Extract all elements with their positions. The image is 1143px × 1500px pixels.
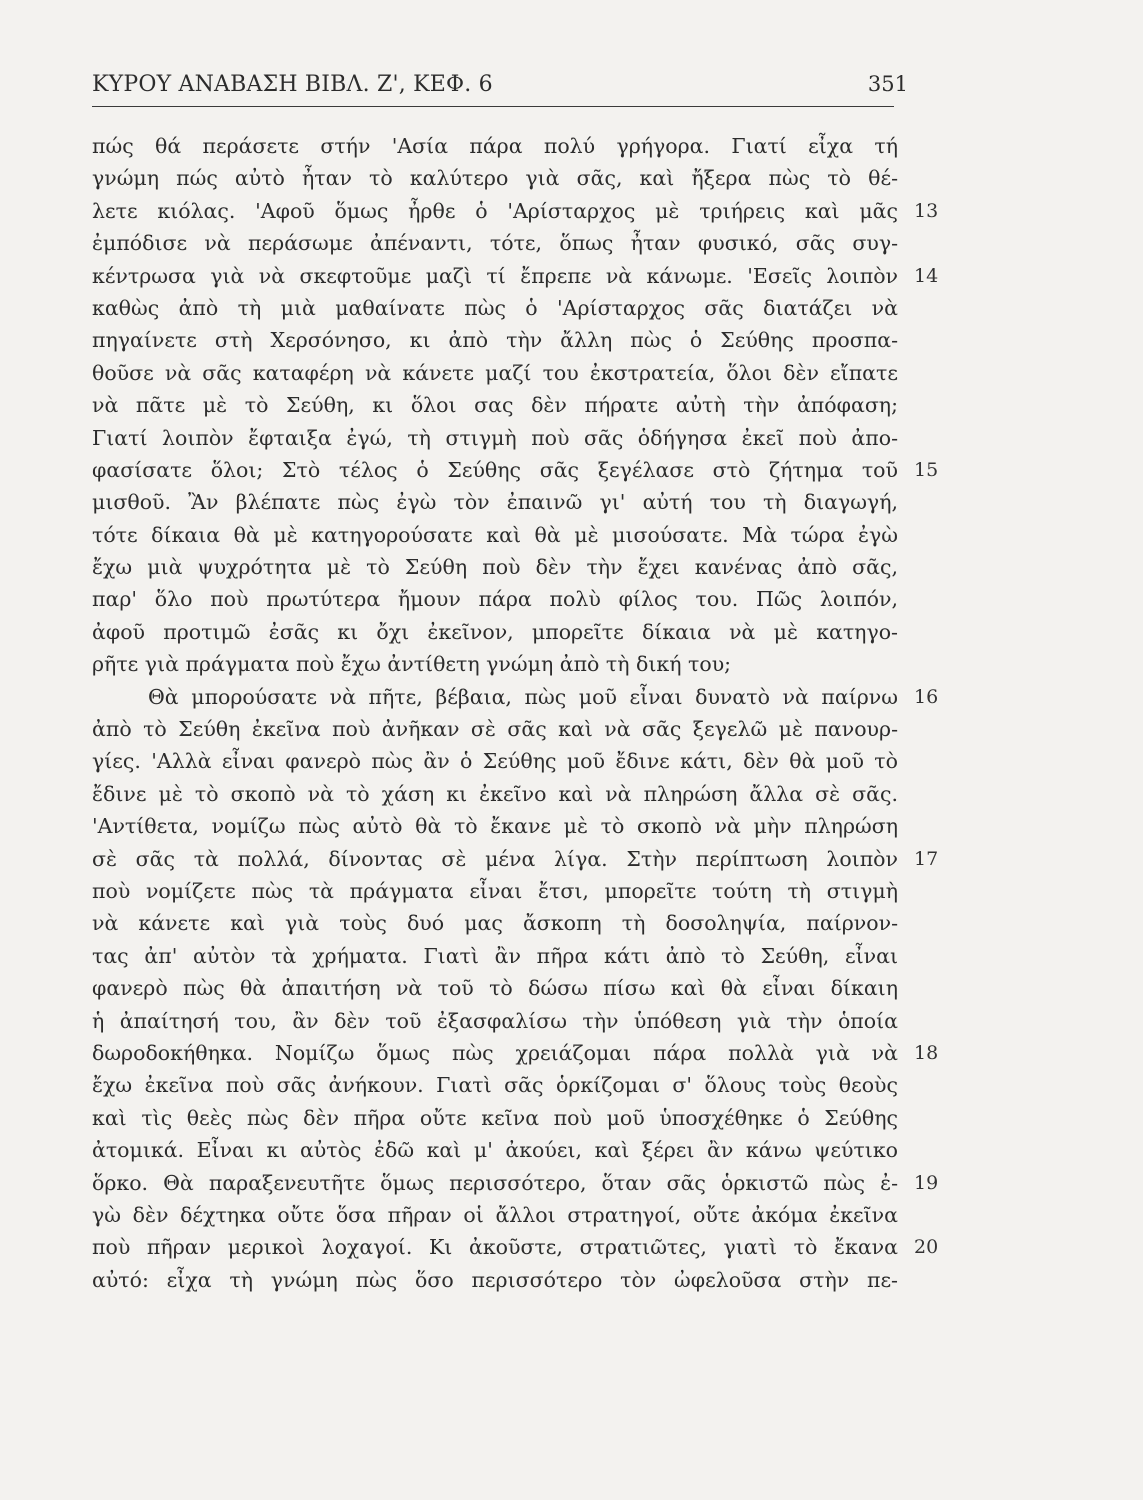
section-number: 14	[914, 264, 939, 287]
text-line	[92, 1037, 939, 1069]
text-line	[92, 681, 939, 713]
section-number: 17	[914, 847, 939, 870]
text-line	[92, 907, 907, 939]
line-text: φασίσατε ὅλοι; Στὸ τέλος ὁ Σεύθης σᾶς ξεγέλασε στὸ ζήτημα τοῦ	[92, 457, 898, 482]
text-line	[92, 875, 907, 907]
line-text: καὶ τὶς θεὲς πὼς δὲν πῆρα οὔτε κεῖνα ποὺ μοῦ ὑποσχέθηκε ὁ Σεύθης	[92, 1105, 898, 1130]
text-line	[92, 162, 907, 194]
header-rule	[92, 106, 894, 107]
text-line	[92, 551, 907, 583]
line-text: Θὰ μπορούσατε νὰ πῆτε, βέβαια, πὼς μοῦ εἶναι δυνατὸ νὰ παίρνω	[148, 684, 898, 709]
text-line	[92, 422, 907, 454]
line-text: νὰ πᾶτε μὲ τὸ Σεύθη, κι ὅλοι σας δὲν πήρατε αὐτὴ τὴν ἀπόφαση;	[92, 393, 898, 418]
text-line	[92, 1167, 939, 1199]
section-number: 20	[914, 1236, 939, 1259]
line-text: καθὼς ἀπὸ τὴ μιὰ μαθαίνατε πὼς ὁ 'Αρίσταρχος σᾶς διατάζει νὰ	[92, 295, 898, 320]
text-line	[92, 292, 907, 324]
line-text: τας ἀπ' αὐτὸν τὰ χρήματα. Γιατὶ ἂν πῆρα κάτι ἀπὸ τὸ Σεύθη, εἶναι	[92, 943, 898, 968]
text-line	[92, 1069, 907, 1101]
text-line	[92, 810, 907, 842]
text-line	[92, 745, 907, 777]
text-line	[92, 1264, 907, 1296]
text-line	[92, 260, 939, 292]
line-text: σὲ σᾶς τὰ πολλά, δίνοντας σὲ μένα λίγα. Στὴν περίπτωση λοιπὸν	[92, 846, 898, 871]
text-line	[92, 713, 907, 745]
line-text: ποὺ νομίζετε πὼς τὰ πράγματα εἶναι ἔτσι, μπορεῖτε τούτη τὴ στιγμὴ	[92, 878, 898, 903]
line-text: λετε κιόλας. 'Αφοῦ ὅμως ἦρθε ὁ 'Αρίσταρχος μὲ τριήρεις καὶ μᾶς	[92, 198, 898, 223]
line-text: αὐτό: εἶχα τὴ γνώμη πὼς ὅσο περισσότερο τὸν ὠφελοῦσα στὴν πε-	[92, 1267, 898, 1292]
line-text: τότε δίκαια θὰ μὲ κατηγορούσατε καὶ θὰ μὲ μισούσατε. Μὰ τώρα ἐγὼ	[92, 522, 898, 547]
line-text: πηγαίνετε στὴ Χερσόνησο, κι ἀπὸ τὴν ἄλλη πὼς ὁ Σεύθης προσπα-	[92, 328, 898, 353]
section-number: 16	[914, 685, 939, 708]
line-text: ἔχω μιὰ ψυχρότητα μὲ τὸ Σεύθη ποὺ δὲν τὴν ἔχει κανένας ἀπὸ σᾶς,	[92, 555, 898, 580]
line-text: νὰ κάνετε καὶ γιὰ τοὺς δυό μας ἄσκοπη τὴ δοσοληψία, παίρνον-	[92, 911, 898, 936]
line-text: ἀπὸ τὸ Σεύθη ἐκεῖνα ποὺ ἀνῆκαν σὲ σᾶς καὶ νὰ σᾶς ξεγελῶ μὲ πανουρ-	[92, 717, 898, 742]
line-text: γὼ δὲν δέχτηκα οὔτε ὅσα πῆραν οἱ ἄλλοι στρατηγοί, οὔτε ἀκόμα ἐκεῖνα	[92, 1202, 898, 1227]
line-text: πώς θά περάσετε στήν 'Ασία πάρα πολύ γρήγορα. Γιατί εἶχα τή	[92, 134, 898, 158]
line-text: ὅρκο. Θὰ παραξενευτῆτε ὅμως περισσότερο, ὅταν σᾶς ὁρκιστῶ πὼς ἐ-	[92, 1170, 898, 1195]
body-text	[92, 130, 939, 1296]
line-text: γίες. 'Αλλὰ εἶναι φανερὸ πὼς ἂν ὁ Σεύθης μοῦ ἔδινε κάτι, δὲν θὰ μοῦ τὸ	[92, 749, 898, 774]
text-line	[92, 389, 907, 421]
line-text: ἐμπόδισε νὰ περάσωμε ἀπέναντι, τότε, ὅπως ἦταν φυσικό, σᾶς συγ-	[92, 231, 898, 256]
text-line	[92, 1102, 907, 1134]
section-number: 18	[914, 1041, 939, 1064]
text-line	[92, 454, 939, 486]
text-line	[92, 1199, 907, 1231]
line-text: κέντρωσα γιὰ νὰ σκεφτοῦμε μαζὶ τί ἔπρεπε νὰ κάνωμε. 'Εσεῖς λοιπὸν	[92, 263, 898, 288]
text-line	[92, 648, 907, 680]
text-line	[92, 195, 939, 227]
text-line	[92, 324, 907, 356]
line-text: μισθοῦ. Ἂν βλέπατε πὼς ἐγὼ τὸν ἐπαινῶ γι' αὐτή του τὴ διαγωγή,	[92, 490, 898, 515]
section-number: 13	[914, 199, 939, 222]
text-line	[92, 778, 907, 810]
line-text: ποὺ πῆραν μερικοὶ λοχαγοί. Κι ἀκοῦστε, στρατιῶτες, γιατὶ τὸ ἔκανα	[92, 1235, 898, 1260]
text-line	[92, 227, 907, 259]
text-line	[92, 486, 907, 518]
text-line	[92, 1005, 907, 1037]
page-number: 351	[867, 72, 908, 96]
line-text: ἔχω ἐκεῖνα ποὺ σᾶς ἀνήκουν. Γιατὶ σᾶς ὁρκίζομαι σ' ὅλους τοὺς θεοὺς	[92, 1073, 898, 1098]
text-line	[92, 583, 907, 615]
line-text: θοῦσε νὰ σᾶς καταφέρη νὰ κάνετε μαζί του ἐκστρατεία, ὅλοι δὲν εἴπατε	[92, 360, 898, 385]
running-head: ΚΥΡΟΥ ΑΝΑΒΑΣΗ ΒΙΒΛ. Ζ', ΚΕΦ. 6	[92, 72, 493, 97]
section-number: 15	[914, 458, 939, 481]
line-text: ἔδινε μὲ τὸ σκοπὸ νὰ τὸ χάση κι ἐκεῖνο καὶ νὰ πληρώση ἄλλα σὲ σᾶς.	[92, 781, 898, 806]
text-line	[92, 1231, 939, 1263]
text-line	[92, 843, 939, 875]
line-text: ἀφοῦ προτιμῶ ἐσᾶς κι ὄχι ἐκεῖνον, μπορεῖτε δίκαια νὰ μὲ κατηγο-	[92, 619, 898, 644]
text-line	[92, 130, 907, 162]
line-text: Γιατί λοιπὸν ἔφταιξα ἐγώ, τὴ στιγμὴ ποὺ σᾶς ὁδήγησα ἐκεῖ ποὺ ἀπο-	[92, 425, 898, 450]
line-text: ρῆτε γιὰ πράγματα ποὺ ἔχω ἀντίθετη γνώμη ἀπὸ τὴ δική του;	[92, 652, 732, 677]
text-line	[92, 972, 907, 1004]
line-text: φανερὸ πὼς θὰ ἀπαιτήση νὰ τοῦ τὸ δώσω πίσω καὶ θὰ εἶναι δίκαιη	[92, 976, 898, 1001]
section-number: 19	[914, 1171, 939, 1194]
line-text: 'Αντίθετα, νομίζω πὼς αὐτὸ θὰ τὸ ἔκανε μὲ τὸ σκοπὸ νὰ μὴν πληρώση	[92, 814, 898, 839]
text-line	[92, 616, 907, 648]
line-text: ἀτομικά. Εἶναι κι αὐτὸς ἐδῶ καὶ μ' ἀκούει, καὶ ξέρει ἂν κάνω ψεύτικο	[92, 1138, 898, 1163]
line-text: ἡ ἀπαίτησή του, ἂν δὲν τοῦ ἐξασφαλίσω τὴν ὑπόθεση γιὰ τὴν ὁποία	[92, 1008, 898, 1033]
text-line	[92, 940, 907, 972]
line-text: παρ' ὅλο ποὺ πρωτύτερα ἤμουν πάρα πολὺ φίλος του. Πῶς λοιπόν,	[92, 587, 898, 612]
text-line	[92, 519, 907, 551]
text-line	[92, 357, 907, 389]
line-text: δωροδοκήθηκα. Νομίζω ὅμως πὼς χρειάζομαι πάρα πολλὰ γιὰ νὰ	[92, 1040, 898, 1065]
line-text: γνώμη πώς αὐτὸ ἦταν τὸ καλύτερο γιὰ σᾶς, καὶ ἤξερα πὼς τὸ θέ-	[92, 166, 898, 191]
text-line	[92, 1134, 907, 1166]
